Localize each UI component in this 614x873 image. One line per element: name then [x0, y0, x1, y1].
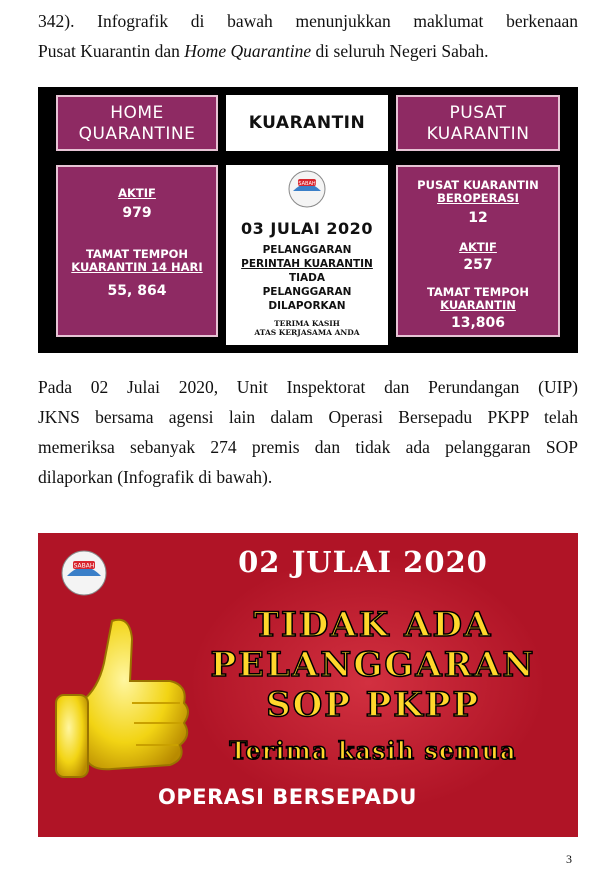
pusat-aktif-label: AKTIF: [459, 240, 497, 254]
operation-paragraph: [38, 372, 578, 492]
intro-paragraph: [38, 6, 578, 66]
pusat-kuarantin-stats: [396, 165, 560, 337]
kuarantin-header: KUARANTIN: [226, 95, 388, 151]
home-quarantine-title: HOME QUARANTINE: [78, 103, 196, 144]
intro-line-2-end: di seluruh Negeri Sabah.: [311, 41, 489, 61]
home-tamat-value: 55, 864: [107, 283, 167, 299]
svg-text:SABAH: SABAH: [298, 181, 316, 187]
pusat-tamat-label-1: TAMAT TEMPOH: [426, 285, 530, 299]
pusat-kuarantin-title: PUSAT KUARANTIN: [426, 103, 530, 144]
pusat-beroperasi-label-2: BEROPERASI: [437, 191, 519, 205]
intro-line-2-start: Pusat Kuarantin dan: [38, 41, 185, 61]
sabah-logo-icon: [287, 169, 327, 209]
operation-line-2: JKNS bersama agensi lain dalam Operasi Bersepadu PKPP telah: [38, 407, 578, 427]
thanks-everyone: Terima kasih semua: [229, 736, 517, 765]
violation-line-5: DILAPORKAN: [268, 300, 346, 312]
thanks-line-1: TERIMA KASIH: [274, 319, 340, 328]
pusat-tamat-value: 13,806: [450, 315, 506, 331]
svg-text:SABAH: SABAH: [73, 562, 95, 570]
intro-line-2: [38, 36, 578, 66]
sop-infographic: [38, 533, 578, 837]
home-quarantine-italic: Home Quarantine: [184, 41, 312, 61]
operation-line-4: dilaporkan (Infografik di bawah).: [38, 467, 273, 487]
kuarantin-status-panel: [226, 165, 388, 345]
home-quarantine-stats: [56, 165, 218, 337]
home-aktif-label: AKTIF: [118, 186, 156, 200]
pusat-aktif-value: 257: [463, 257, 493, 273]
home-quarantine-header: [56, 95, 218, 151]
operasi-bersepadu-label: OPERASI BERSEPADU: [158, 785, 417, 809]
no-violation-line-2: PELANGGARAN: [210, 645, 536, 685]
operation-line-1: Pada 02 Julai 2020, Unit Inspektorat dan Perundangan (UIP): [38, 377, 578, 397]
pusat-kuarantin-header: [396, 95, 560, 151]
pusat-beroperasi-value: 12: [468, 210, 488, 226]
home-tamat-label-2: KUARANTIN 14 HARI: [71, 260, 203, 274]
quarantine-date: 03 JULAI 2020: [241, 219, 373, 238]
violation-line-3: TIADA: [288, 272, 326, 284]
no-violation-line-1: TIDAK ADA: [253, 605, 493, 645]
pusat-tamat-label-2: KUARANTIN: [440, 298, 516, 312]
quarantine-infographic: [38, 87, 578, 353]
home-aktif-value: 979: [122, 205, 152, 221]
intro-line-1: 342). Infografik di bawah menunjukkan maklumat berkenaan: [38, 11, 578, 31]
sabah-logo-icon: [60, 549, 108, 597]
violation-line-2: PERINTAH KUARANTIN: [241, 258, 373, 270]
operation-date: 02 JULAI 2020: [238, 545, 488, 579]
pusat-beroperasi-label-1: PUSAT KUARANTIN: [417, 178, 539, 192]
violation-line-4: PELANGGARAN: [262, 286, 352, 298]
page-number: 3: [566, 852, 572, 866]
violation-line-1: PELANGGARAN: [262, 244, 352, 256]
no-violation-line-3: SOP PKPP: [266, 685, 480, 725]
thumbs-up-icon: [52, 611, 192, 811]
operation-line-3: memeriksa sebanyak 274 premis dan tidak ada pelanggaran SOP: [38, 437, 578, 457]
thanks-line-2: ATAS KERJASAMA ANDA: [254, 328, 360, 337]
home-tamat-label-1: TAMAT TEMPOH: [85, 247, 189, 261]
